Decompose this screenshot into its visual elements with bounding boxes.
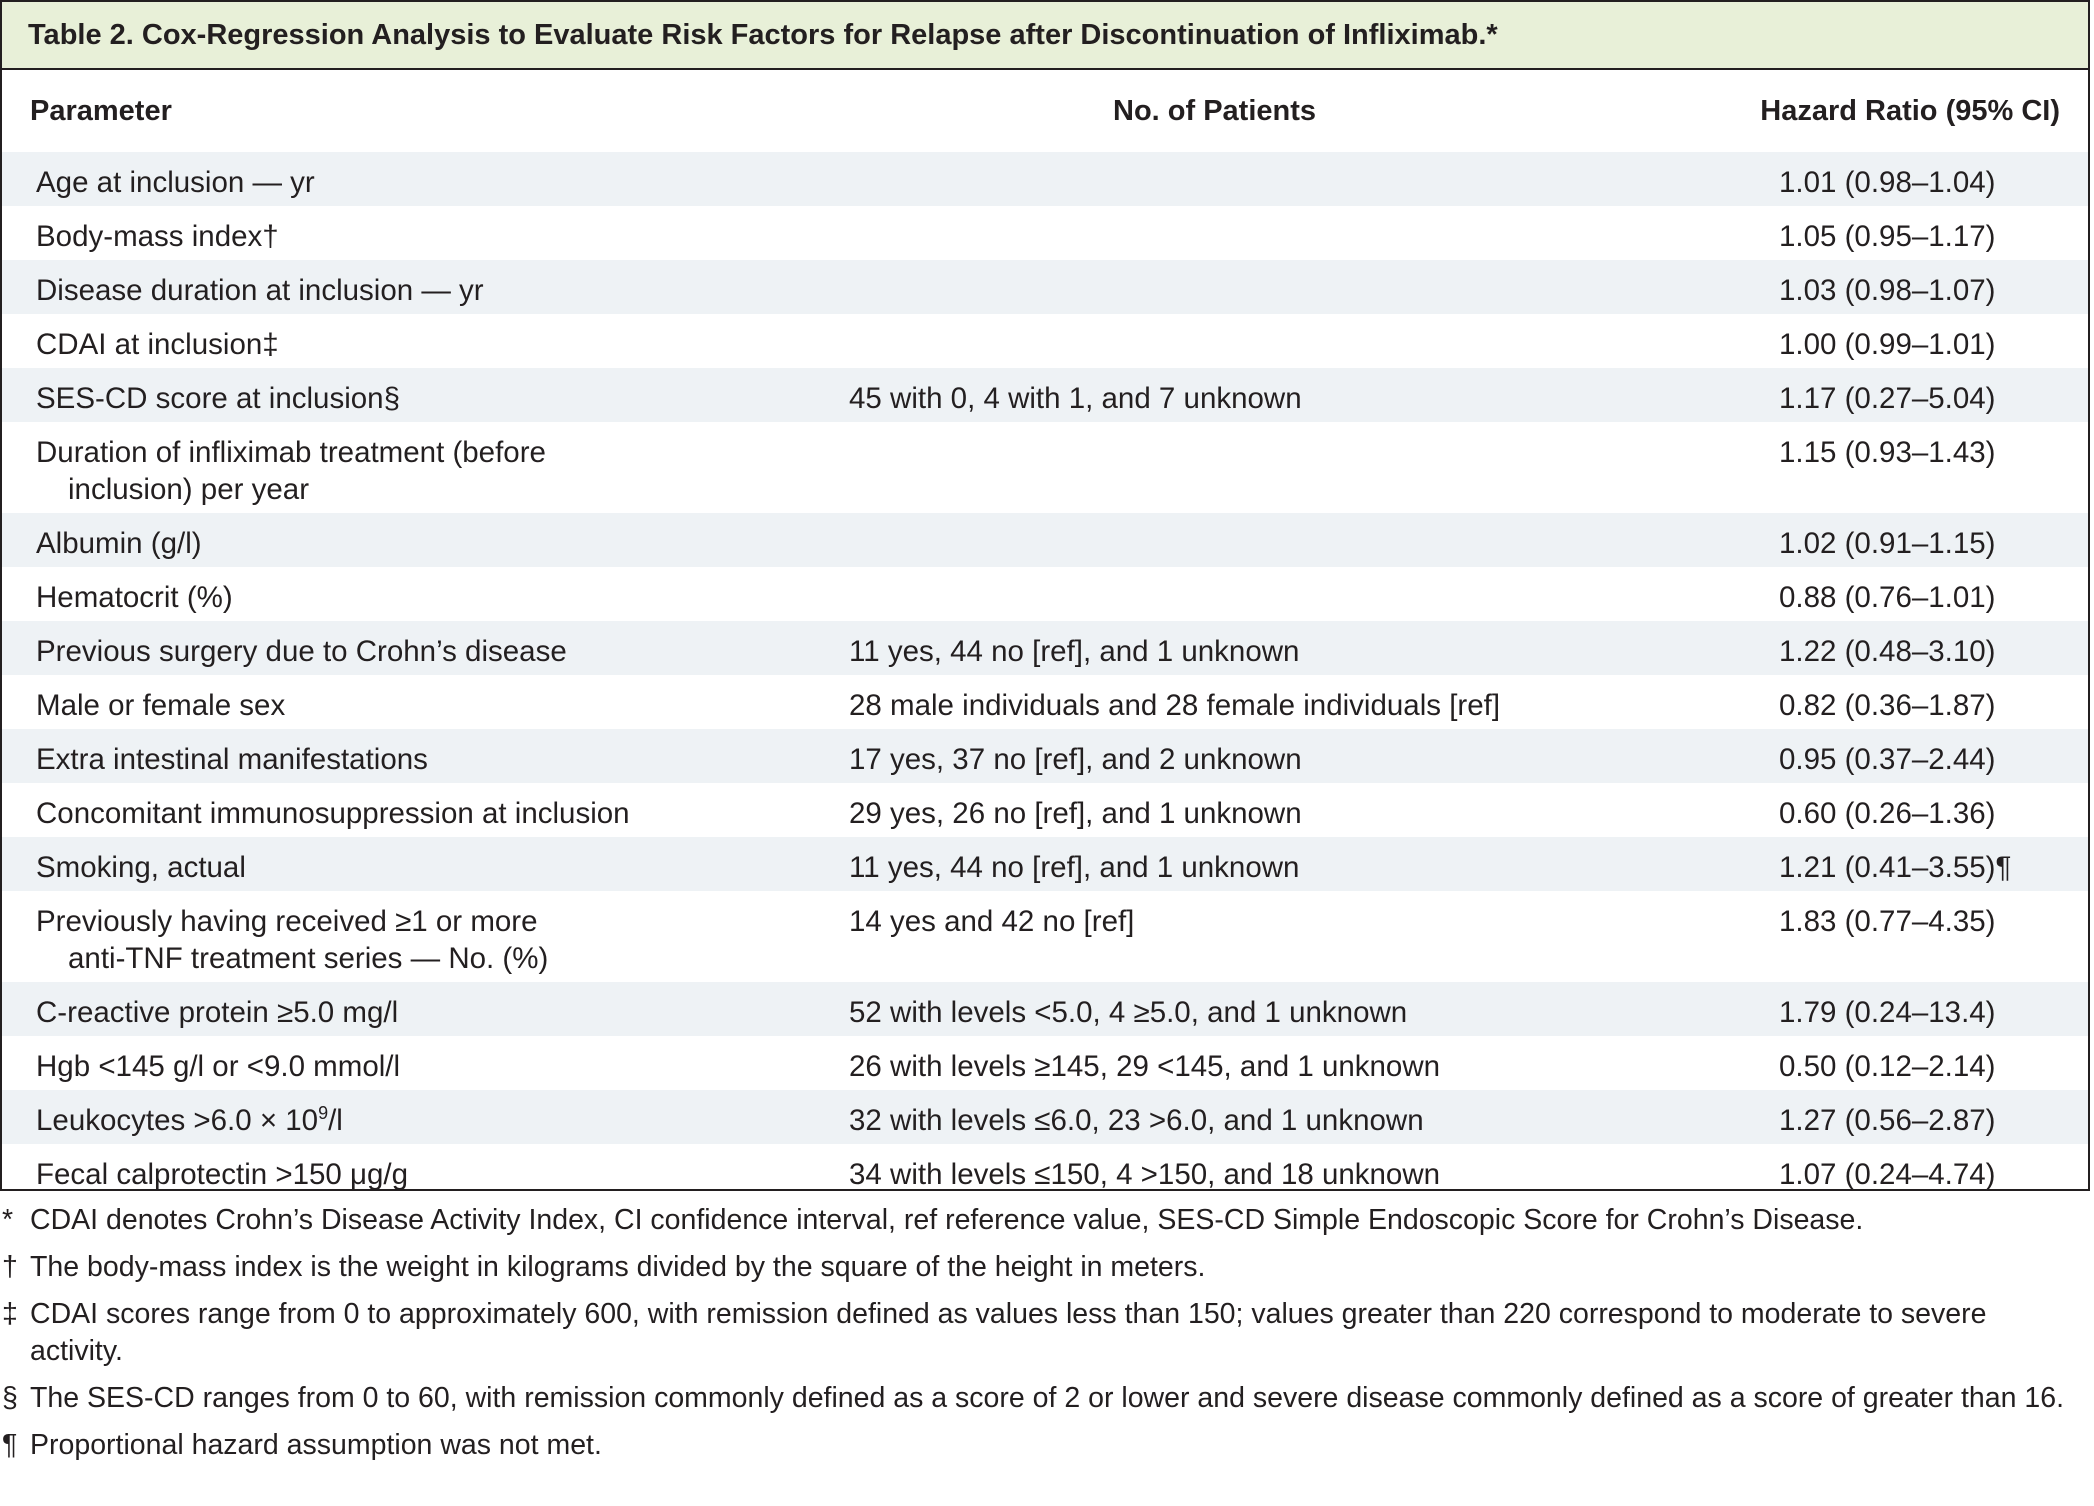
- hazard-ratio-cell: 1.83 (0.77–4.35): [1779, 905, 1996, 938]
- parameter-cell: Fecal calprotectin >150 μg/g: [36, 1158, 409, 1191]
- parameter-cell: Concomitant immunosuppression at inclusion: [36, 797, 630, 830]
- parameter-line-continued: inclusion) per year: [68, 473, 310, 506]
- column-header-hazard-ratio: Hazard Ratio (95% CI): [1760, 95, 2060, 127]
- hazard-ratio-cell: 1.05 (0.95–1.17): [1779, 220, 1996, 253]
- hazard-ratio-cell: 1.17 (0.27–5.04): [1779, 382, 1996, 415]
- parameter-cell: Disease duration at inclusion — yr: [36, 274, 484, 307]
- patients-cell: 32 with levels ≤6.0, 23 >6.0, and 1 unknown: [849, 1104, 1424, 1137]
- table-row: [2, 837, 2088, 891]
- hazard-ratio-cell: 1.22 (0.48–3.10): [1779, 635, 1996, 668]
- hazard-ratio-cell: 1.27 (0.56–2.87): [1779, 1104, 1996, 1137]
- footnote: [0, 1249, 2080, 1286]
- patients-cell: 11 yes, 44 no [ref], and 1 unknown: [849, 851, 1300, 884]
- table-row: [2, 982, 2088, 1036]
- parameter-cell: Smoking, actual: [36, 851, 246, 884]
- table-row: [2, 621, 2088, 675]
- patients-cell: 34 with levels ≤150, 4 >150, and 18 unknown: [849, 1158, 1441, 1191]
- patients-cell: 14 yes and 42 no [ref]: [849, 905, 1135, 938]
- table-row: [2, 152, 2088, 206]
- parameter-cell: Hematocrit (%): [36, 581, 233, 614]
- table-row: [2, 891, 2088, 982]
- footnote-text: CDAI scores range from 0 to approximately 600, with remission defined as values less than 150; values greater than 220 correspond to moderate to severe activity.: [30, 1298, 1987, 1367]
- hazard-ratio-cell: 1.21 (0.41–3.55)¶: [1779, 851, 2012, 884]
- hazard-ratio-cell: 1.00 (0.99–1.01): [1779, 328, 1996, 361]
- table-title: Table 2. Cox-Regression Analysis to Evaluate Risk Factors for Relapse after Discontinuation of Infliximab.*: [2, 2, 2088, 70]
- footnote-text: The SES-CD ranges from 0 to 60, with remission commonly defined as a score of 2 or lower and severe disease commonly defined as a score of greater than 16.: [30, 1382, 2064, 1414]
- table-row: [2, 783, 2088, 837]
- hazard-ratio-cell: 1.79 (0.24–13.4): [1779, 996, 1996, 1029]
- table-row: [2, 206, 2088, 260]
- patients-cell: 11 yes, 44 no [ref], and 1 unknown: [849, 635, 1300, 668]
- parameter-cell: C-reactive protein ≥5.0 mg/l: [36, 996, 399, 1029]
- table-row: [2, 729, 2088, 783]
- table-row: [2, 1144, 2088, 1191]
- parameter-line-continued: anti-TNF treatment series — No. (%): [68, 942, 549, 975]
- patients-cell: 17 yes, 37 no [ref], and 2 unknown: [849, 743, 1302, 776]
- parameter-cell: CDAI at inclusion‡: [36, 328, 279, 361]
- footnote-mark: ¶: [2, 1429, 18, 1461]
- parameter-cell: [36, 1102, 343, 1139]
- table-row: [2, 368, 2088, 422]
- footnote-mark: *: [2, 1204, 14, 1236]
- hazard-ratio-cell: 0.95 (0.37–2.44): [1779, 743, 1996, 776]
- hazard-ratio-cell: 1.15 (0.93–1.43): [1779, 436, 1996, 469]
- parameter-cell: [36, 903, 548, 977]
- footnote: [0, 1202, 2080, 1239]
- patients-cell: 28 male individuals and 28 female individuals [ref]: [849, 689, 1501, 722]
- footnote-mark: †: [2, 1251, 18, 1283]
- column-header-patients: No. of Patients: [1113, 95, 1317, 127]
- parameter-text: Leukocytes >6.0 × 10: [36, 1104, 319, 1137]
- hazard-ratio-cell: 0.88 (0.76–1.01): [1779, 581, 1996, 614]
- parameter-cell: Previous surgery due to Crohn’s disease: [36, 635, 567, 668]
- footnote: [0, 1296, 2080, 1370]
- table-row: [2, 260, 2088, 314]
- footnote-text: CDAI denotes Crohn’s Disease Activity Index, CI confidence interval, ref reference value, SES-CD Simple Endoscopic Score for Crohn’s Disease.: [30, 1204, 1864, 1236]
- patients-cell: 45 with 0, 4 with 1, and 7 unknown: [849, 382, 1302, 415]
- footnote-mark: ‡: [2, 1298, 18, 1330]
- parameter-exponent: 9: [318, 1103, 329, 1124]
- table-row: [2, 1090, 2088, 1144]
- patients-cell: 26 with levels ≥145, 29 <145, and 1 unknown: [849, 1050, 1441, 1083]
- table-row: [2, 422, 2088, 513]
- hazard-ratio-cell: 1.07 (0.24–4.74): [1779, 1158, 1996, 1191]
- table-row: [2, 513, 2088, 567]
- table-row: [2, 567, 2088, 621]
- parameter-cell: Albumin (g/l): [36, 527, 202, 560]
- footnote-text: The body-mass index is the weight in kilograms divided by the square of the height in meters.: [30, 1251, 1206, 1283]
- patients-cell: 29 yes, 26 no [ref], and 1 unknown: [849, 797, 1302, 830]
- hazard-ratio-cell: 1.01 (0.98–1.04): [1779, 166, 1996, 199]
- parameter-cell: [36, 434, 546, 508]
- parameter-cell: Hgb <145 g/l or <9.0 mmol/l: [36, 1050, 401, 1083]
- parameter-cell: Age at inclusion — yr: [36, 166, 315, 199]
- column-header-parameter: Parameter: [30, 95, 172, 127]
- parameter-cell: Male or female sex: [36, 689, 286, 722]
- footnote: [0, 1427, 2080, 1464]
- table-row: [2, 314, 2088, 368]
- parameter-cell: Extra intestinal manifestations: [36, 743, 428, 776]
- hazard-ratio-cell: 0.60 (0.26–1.36): [1779, 797, 1996, 830]
- hazard-ratio-cell: 0.82 (0.36–1.87): [1779, 689, 1996, 722]
- table-row: [2, 1036, 2088, 1090]
- parameter-cell: SES-CD score at inclusion§: [36, 382, 400, 415]
- table-header-row: [2, 70, 2088, 152]
- hazard-ratio-cell: 0.50 (0.12–2.14): [1779, 1050, 1996, 1083]
- parameter-unit: /l: [328, 1104, 343, 1137]
- footnotes: [0, 1202, 2080, 1474]
- parameter-line: Duration of infliximab treatment (before: [36, 436, 546, 469]
- hazard-ratio-cell: 1.03 (0.98–1.07): [1779, 274, 1996, 307]
- footnote-text: Proportional hazard assumption was not met.: [30, 1429, 602, 1461]
- parameter-cell: Body-mass index†: [36, 220, 279, 253]
- footnote: [0, 1380, 2080, 1417]
- patients-cell: 52 with levels <5.0, 4 ≥5.0, and 1 unknown: [849, 996, 1408, 1029]
- hazard-ratio-cell: 1.02 (0.91–1.15): [1779, 527, 1996, 560]
- parameter-line: Previously having received ≥1 or more: [36, 905, 538, 938]
- footnote-mark: §: [2, 1382, 18, 1414]
- table-row: [2, 675, 2088, 729]
